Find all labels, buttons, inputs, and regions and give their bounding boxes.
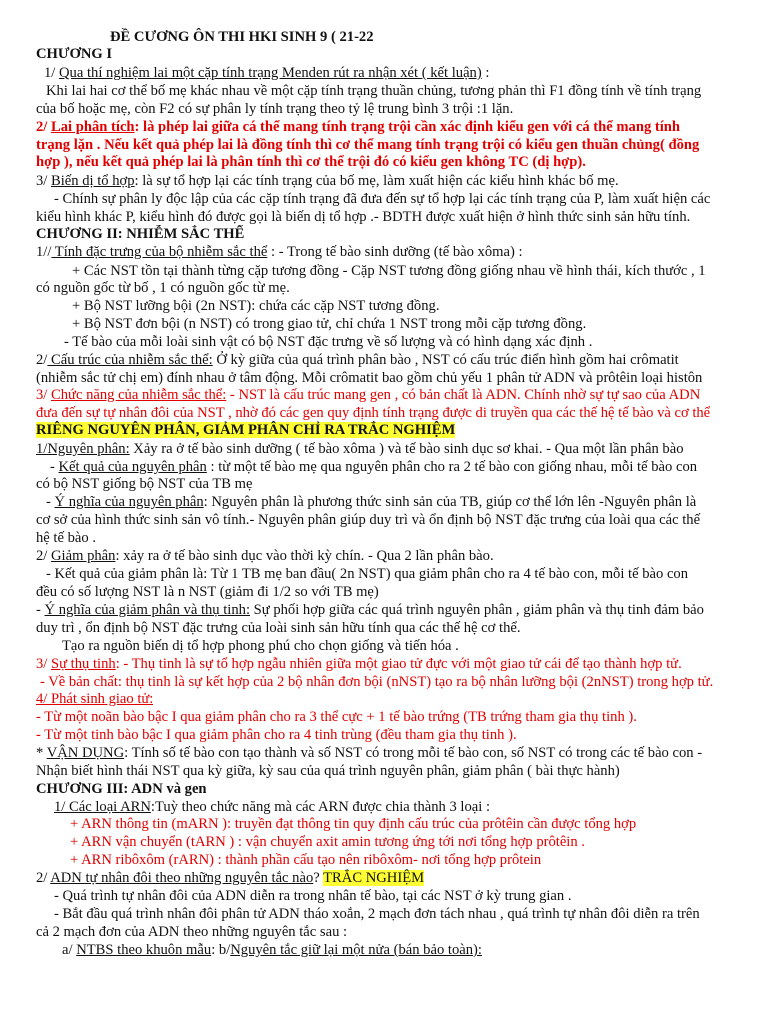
mitosis-significance: - Ý nghĩa của nguyên phân: Nguyên phân là phương thức sinh sản của TB, giúp cơ thể lớn lên -Nguyên phân là [46,494,697,510]
paragraph-line: có bộ NST giống bộ NST của TB mẹ [36,476,253,492]
paragraph-line: (nhiễm sắc tử chị em) đính nhau ở tâm động. Mỗi crômatit bao gồm chủ yếu 1 phân tử ADN và prôtêin loại histôn [36,370,703,386]
paragraph-line: - Kết quả của giảm phân là: Từ 1 TB mẹ ban đầu( 2n NST) qua giảm phân cho ra 4 tế bào con, mỗi tế bào con [46,566,689,582]
paragraph-line: + Bộ NST đơn bội (n NST) có trong giao tử, chỉ chứa 1 NST trong mỗi cặp tương đồng. [72,316,587,332]
paragraph-line: - Bắt đầu quá trình nhân đôi phân tử ADN tháo xoắn, 2 mạch đơn tách nhau , quá trình tự nhân đôi diễn ra trên [54,906,700,922]
mitosis-result: - Kết quả của nguyên phân : từ một tế bào mẹ qua nguyên phân cho ra 2 tế bào con giống nhau, mỗi tế bào con [50,459,698,475]
section-2-heading: 2/ Lai phân tích: là phép lai giữa cá thể mang tính trạng trội cần xác định kiểu gen với cá thể mang tính [36,119,681,135]
paragraph-line: - Chính sự phân ly độc lập của các cặp tính trạng đã đưa đến sự tổ hợp lại các tính trạng của P, làm xuất hiện các [54,191,711,207]
paragraph-line: Khi lai hai cơ thể bố mẹ khác nhau về một cặp tính trạng thuần chủng, tương phản thì F1 đồng tính về tính trạng [46,83,702,99]
mitosis-section: 1/Nguyên phân: Xảy ra ở tế bào sinh dưỡng ( tế bào xôma ) và tế bào sinh dục sơ khai. - Qua một lần phân bào [36,441,684,457]
paragraph-line: - Về bản chất: thụ tinh là sự kết hợp của 2 bộ nhân đơn bội (nNST) tạo ra bộ nhân lưỡng bội (2nNST) trong hợp tử. [40,674,714,690]
chapter-2-section-1: 1// Tính đặc trưng của bộ nhiễm sắc thể : - Trong tế bào sinh dưỡng (tế bào xôma) : [36,244,523,260]
doc-title: ĐỀ CƯƠNG ÔN THI HKI SINH 9 ( 21-22 [110,29,374,45]
dna-principles-line: a/ NTBS theo khuôn mẫu: b/Nguyên tắc giữ lại một nửa (bán bảo toàn): [62,942,482,958]
application-section: * VẬN DỤNG: Tính số tế bào con tạo thành và số NST có trong mỗi tế bào con, số NST có trong các tế bào con - [36,745,703,761]
fertilization-section: 3/ Sự thụ tinh: - Thụ tinh là sự tổ hợp ngẫu nhiên giữa một giao tử đực với một giao tử cái để tạo thành hợp tử. [36,656,682,672]
paragraph-line: của bố hoặc mẹ, còn F2 có sự phân ly tính trạng theo tỷ lệ trung bình 3 trội :1 lặn. [36,101,514,117]
section-3-heading: 3/ Biến dị tổ hợp: là sự tổ hợp lại các tính trạng của bố mẹ, làm xuất hiện các kiểu hình khác bố mẹ. [36,173,619,189]
paragraph-line: đưa đến sự tự nhân đôi của NST , nhờ đó các gen quy định tính trạng được di truyền qua các thế hệ tế bào và cơ thể [36,405,711,421]
chapter-3-heading: CHƯƠNG III: ADN và gen [36,781,207,797]
rna-types-section: 1/ Các loại ARN:Tuỳ theo chức năng mà các ARN được chia thành 3 loại : [54,799,491,815]
paragraph-line: cơ sở của hình thức sinh sản vô tính.- Nguyên phân giúp duy trì và ổn định bộ NST đặc trưng của loài qua các thế [36,512,701,528]
paragraph-line: trạng lặn . Nếu kết quả phép lai là đồng tính thì cơ thể mang tính trạng trội có kiểu gen thuần chủng( đồng [36,137,700,153]
paragraph-line: - Tế bào của mỗi loài sinh vật có bộ NST đặc trưng về số lượng và có hình dạng xác định . [64,334,593,350]
rrna-item: + ARN ribôxôm (rARN) : thành phần cấu tạo nên ribôxôm- nơi tổng hợp prôtein [70,852,542,868]
chapter-1-heading: CHƯƠNG I [36,46,113,62]
paragraph-line: Tạo ra nguồn biến dị tổ hợp phong phú cho chọn giống và tiến hóa . [62,638,459,654]
chapter-2-heading: CHƯƠNG II: NHIỄM SẮC THỂ [36,226,245,242]
highlighted-heading: RIÊNG NGUYÊN PHÂN, GIẢM PHÂN CHỈ RA TRẮC NGHIỆM [36,422,456,438]
dna-replication-section: 2/ ADN tự nhân đôi theo những nguyên tắc nào? TRẮC NGHIỆM [36,870,425,886]
paragraph-line: hệ tế bào . [36,530,96,546]
paragraph-line: - Từ một tinh bào bậc I qua giảm phân cho ra 4 tinh trùng (đều tham gia thụ tinh ). [36,727,517,743]
paragraph-line: + Bộ NST lưỡng bội (2n NST): chứa các cặp NST tương đồng. [72,298,440,314]
paragraph-line: - Từ một noãn bào bậc I qua giảm phân cho ra 3 thể cực + 1 tế bào trứng (TB trứng tham gia thụ tinh ). [36,709,637,725]
paragraph-line: hợp ), nếu kết quả phép lai là phân tính thì cơ thể trội đó có kiểu gen không TC (dị hợp). [36,154,586,170]
mrna-item: + ARN thông tin (mARN ): truyền đạt thông tin quy định cấu trúc của prôtêin cần được tổng hợp [70,816,637,832]
paragraph-line: duy trì , ổn định bộ NST đặc trưng của loài sinh sản hữu tính qua các thế hệ cơ thể. [36,620,521,636]
trna-item: + ARN vận chuyển (tARN ) : vận chuyển axit amin tương ứng tới nơi tổng hợp prôtêin . [70,834,585,850]
gametogenesis-heading: 4/ Phát sinh giao tử: [36,691,154,707]
paragraph-line: - Quá trình tự nhân đôi của ADN diễn ra trong nhân tế bào, tại các NST ở kỳ trung gian . [54,888,572,904]
paragraph-line: + Các NST tồn tại thành từng cặp tương đồng - Cặp NST tương đồng giống nhau về hình thái, kích thước , 1 [72,263,706,279]
chapter-2-section-3: 3/ Chức năng của nhiễm sắc thể: - NST là cấu trúc mang gen , có bản chất là ADN. Chính nhờ sự tự sao của ADN [36,387,701,403]
paragraph-line: đều có số lượng NST là n NST (giảm đi 1/2 so với TB mẹ) [36,584,379,600]
paragraph-line: có nguồn gốc từ bố , 1 có nguồn gốc từ mẹ. [36,280,290,296]
paragraph-line: kiểu hình khác P, kiểu hình đó được gọi là biến dị tổ hợp .- BDTH được xuất hiện ở hình thức sinh sản hữu tính. [36,209,691,225]
section-1-heading: 1/ Qua thí nghiệm lai một cặp tính trạng Menden rút ra nhận xét ( kết luận) : [44,65,490,81]
paragraph-line: Nhận biết hình thái NST qua kỳ giữa, kỳ sau của quá trình nguyên phân, giảm phân ( bài thực hành) [36,763,620,779]
chapter-2-section-2: 2/ Cấu trúc của nhiễm sắc thể: Ở kỳ giữa của quá trình phân bào , NST có cấu trúc điển hình gồm hai crômatit [36,352,679,368]
paragraph-line: cả 2 mạch đơn của ADN theo những nguyên tắc sau : [36,924,348,940]
meiosis-significance: - Ý nghĩa của giảm phân và thụ tinh: Sự phối hợp giữa các quá trình nguyên phân , giảm phân và thụ tinh đảm bảo [36,602,704,618]
meiosis-section: 2/ Giảm phân: xảy ra ở tế bào sinh dục vào thời kỳ chín. - Qua 2 lần phân bào. [36,548,494,564]
